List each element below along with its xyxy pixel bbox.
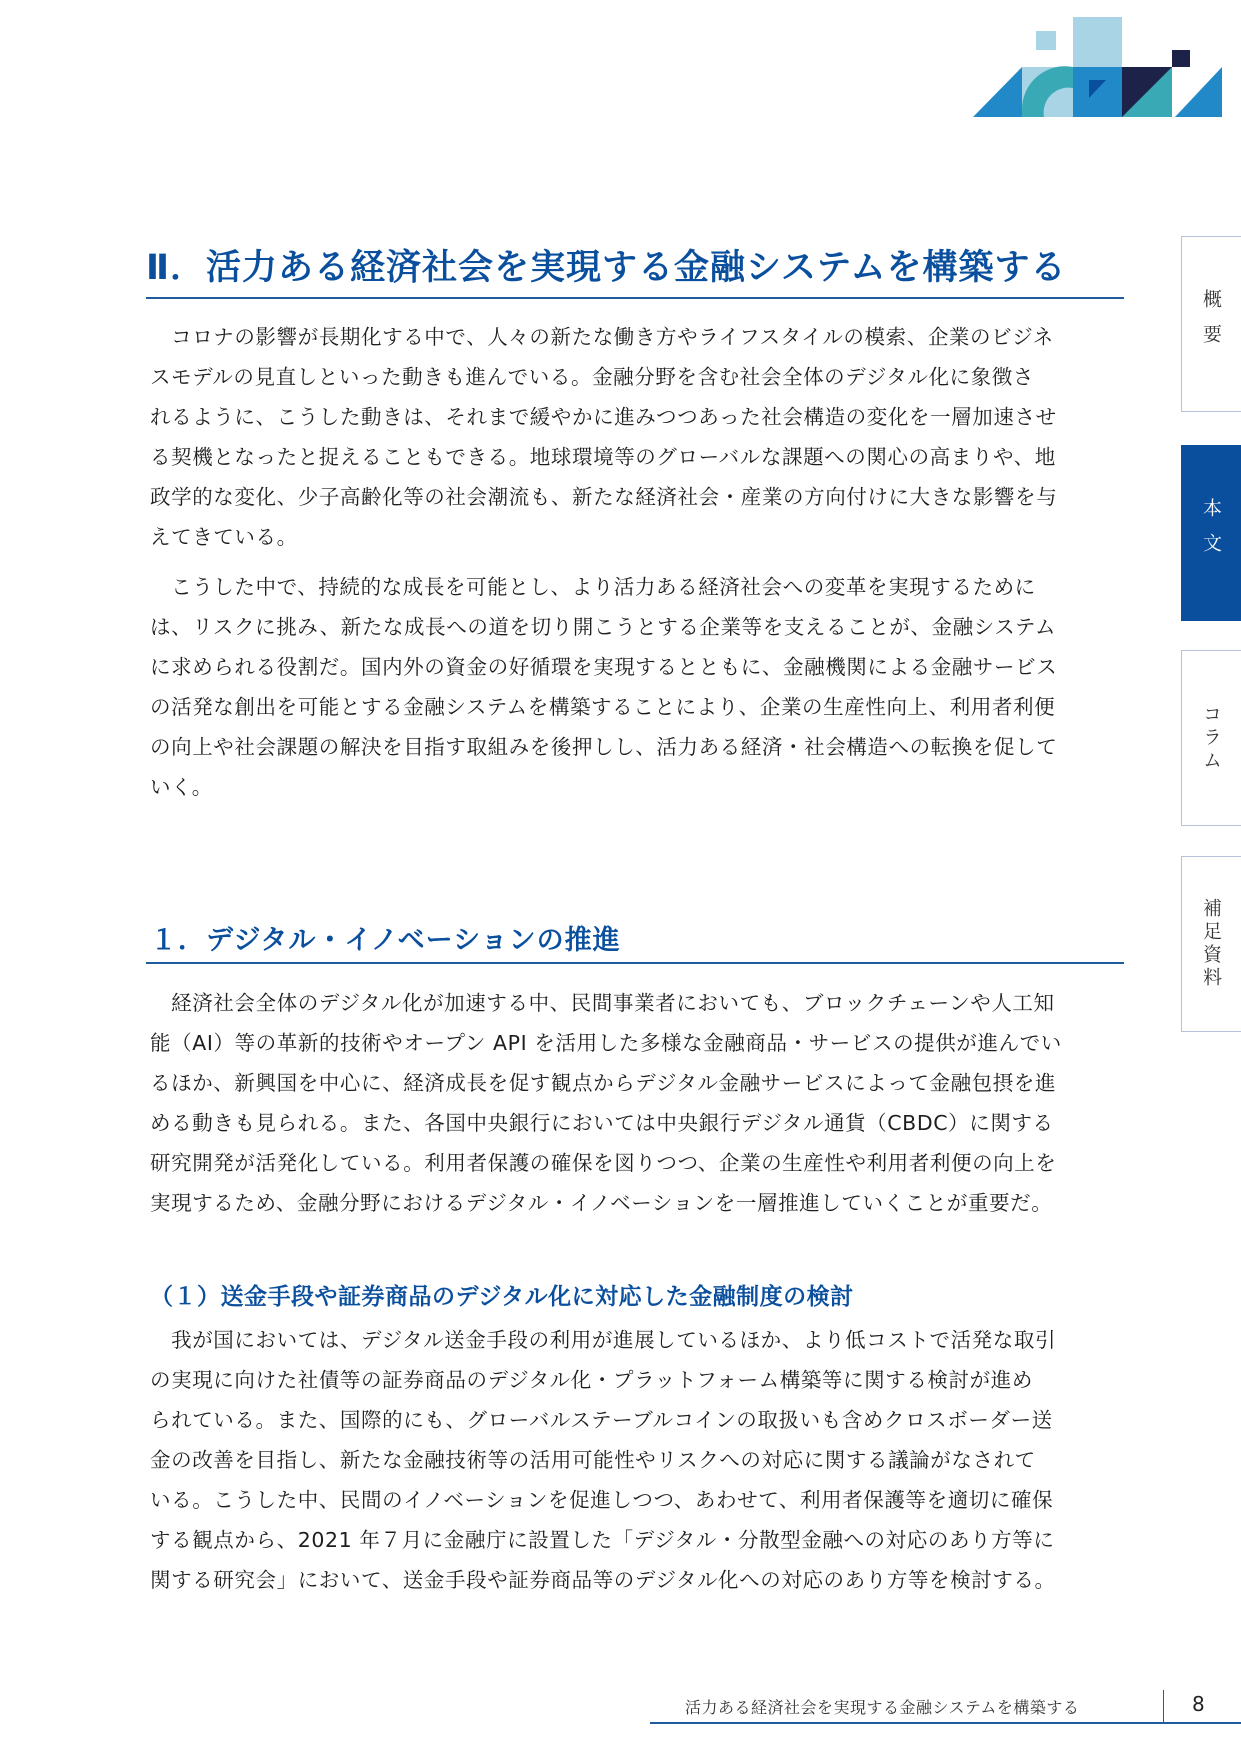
side-tab-main-text[interactable] [1181, 445, 1241, 621]
chapter-paragraph-1 [150, 317, 1125, 557]
side-tab-overview[interactable] [1181, 236, 1241, 412]
chapter-title-rule [146, 297, 1124, 299]
text-line: める動きも見られる。また、各国中央銀行においては中央銀行デジタル通貨（CBDC）に関する [150, 1111, 1054, 1135]
text-line: いく。 [150, 775, 213, 799]
text-line: 関する研究会」において、送金手段や証券商品等のデジタル化への対応のあり方等を検討する。 [150, 1568, 1056, 1592]
text-line: の向上や社会課題の解決を目指す取組みを後押しし、活力ある経済・社会構造への転換を促して [150, 735, 1058, 759]
chapter-paragraph-2 [150, 567, 1125, 807]
side-tab-label: 補足資料 [1200, 898, 1222, 990]
text-line: るほか、新興国を中心に、経済成長を促す観点からデジタル金融サービスによって金融包摂を進 [150, 1071, 1057, 1095]
text-line: 金の改善を目指し、新たな金融技術等の活用可能性やリスクへの対応に関する議論がなされて [150, 1448, 1036, 1472]
text-line: 実現するため、金融分野におけるデジタル・イノベーションを一層推進していくことが重要だ。 [150, 1191, 1053, 1215]
text-line: の実現に向けた社債等の証券商品のデジタル化・プラットフォーム構築等に関する検討が進め [150, 1368, 1033, 1392]
text-line: られている。また、国際的にも、グローバルステーブルコインの取扱いも含めクロスボーダー送 [150, 1408, 1053, 1432]
geometric-blocks-logo [960, 10, 1230, 125]
text-line: の活発な創出を可能とする金融システムを構築することにより、企業の生産性向上、利用者利便 [150, 695, 1056, 719]
footer-rule [650, 1722, 1241, 1724]
text-line: に求められる役割だ。国内外の資金の好循環を実現するとともに、金融機関による金融サービス [150, 655, 1058, 679]
side-tab-column[interactable] [1181, 650, 1241, 826]
subsection-title: （１）送金手段や証券商品のデジタル化に対応した金融制度の検討 [150, 1284, 854, 1310]
footer-divider [1163, 1690, 1164, 1724]
text-line: 能（AI）等の革新的技術やオープン API を活用した多様な金融商品・サービスの提供が進んでい [150, 1031, 1062, 1055]
section-title: １．デジタル・イノベーションの推進 [150, 925, 621, 956]
text-line: る契機となったと捉えることもできる。地球環境等のグローバルな課題への関心の高まりや、地 [150, 445, 1056, 469]
text-line: れるように、こうした動きは、それまで緩やかに進みつつあった社会構造の変化を一層加速させ [150, 405, 1057, 429]
side-tab-supplementary[interactable] [1181, 856, 1241, 1032]
text-line: スモデルの見直しといった動きも進んでいる。金融分野を含む社会全体のデジタル化に象徴さ [150, 365, 1034, 389]
text-line: 政学的な変化、少子高齢化等の社会潮流も、新たな経済社会・産業の方向付けに大きな影響を与 [150, 485, 1058, 509]
page-number: 8 [1192, 1692, 1205, 1716]
text-line: は、リスクに挑み、新たな成長への道を切り開こうとする企業等を支えることが、金融システム [150, 615, 1057, 639]
side-tab-label: コラム [1200, 703, 1222, 773]
text-line: する観点から、2021 年７月に金融庁に設置した「デジタル・分散型金融への対応のあり方等に [150, 1528, 1055, 1552]
subsection-paragraph [150, 1320, 1125, 1600]
text-line: コロナの影響が長期化する中で、人々の新たな働き方やライフスタイルの模索、企業のビジネ [150, 325, 1054, 349]
text-line: 我が国においては、デジタル送金手段の利用が進展しているほか、より低コストで活発な取引 [150, 1328, 1057, 1352]
text-line: いる。こうした中、民間のイノベーションを促進しつつ、あわせて、利用者保護等を適切に確保 [150, 1488, 1054, 1512]
text-line: えてきている。 [150, 525, 298, 549]
section-paragraph [150, 983, 1125, 1223]
text-line: 経済社会全体のデジタル化が加速する中、民間事業者においても、ブロックチェーンや人工知 [150, 991, 1055, 1015]
chapter-title: Ⅱ．活力ある経済社会を実現する金融システムを構築する [146, 248, 1067, 288]
text-line: こうした中で、持続的な成長を可能とし、より活力ある経済社会への変革を実現するために [150, 575, 1036, 599]
side-tab-label: 概要 [1200, 289, 1222, 359]
side-tab-label: 本文 [1200, 498, 1222, 568]
text-line: 研究開発が活発化している。利用者保護の確保を図りつつ、企業の生産性や利用者利便の向上を [150, 1151, 1057, 1175]
section-title-rule [146, 962, 1124, 964]
footer-running-title: 活力ある経済社会を実現する金融システムを構築する [685, 1698, 1080, 1717]
